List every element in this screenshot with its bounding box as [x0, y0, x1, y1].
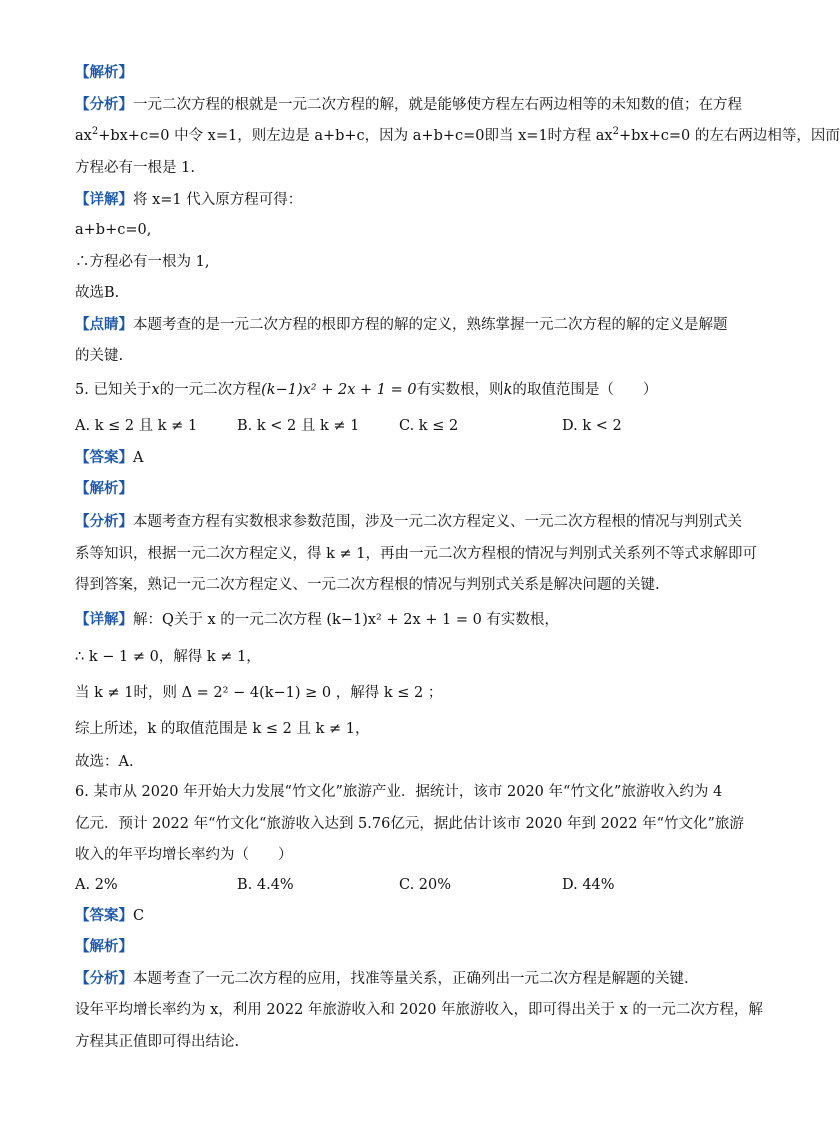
- answer-choice-line: 故选B.: [75, 285, 120, 301]
- question-5-options: [75, 416, 725, 436]
- dianjing-line: [75, 315, 728, 335]
- option-d: D. 44%: [562, 877, 615, 893]
- question-6-stem: 收入的年平均增长率约为（ ）: [75, 847, 293, 863]
- fenxi-tag: 【分析】: [75, 514, 133, 530]
- text-segment: 的一元二次方程: [159, 382, 262, 398]
- fenxi-paragraph-line: 系等知识，根据一元二次方程定义，得 k ≠ 1，再由一元二次方程根的情况与判别式关系列不等式求解即可: [75, 546, 757, 562]
- answer-line: [75, 906, 725, 926]
- text-segment: ax: [75, 128, 92, 144]
- text-segment: +bx+c=0 的左右两边相等，因而: [618, 128, 840, 144]
- text-segment: 有实数根，则: [416, 382, 504, 398]
- fenxi-paragraph-line: [75, 512, 742, 532]
- dianjing-line: 的关键.: [75, 348, 124, 364]
- jiexi-heading: 【解析】: [75, 939, 133, 955]
- option-a: A. 2%: [75, 877, 118, 893]
- superscript: 2: [91, 126, 99, 138]
- solution-step: ∴方程必有一根为 1,: [75, 254, 210, 270]
- solution-step: ∴ k − 1 ≠ 0，解得 k ≠ 1，: [75, 649, 261, 665]
- body-paragraph-line: 设年平均增长率约为 x，利用 2022 年旅游收入和 2020 年旅游收入，即可得出关于 x 的一元二次方程，解: [75, 1002, 763, 1018]
- dianjing-text: 本题考查的是一元二次方程的根即方程的解的定义，熟练掌握一元二次方程的解的定义是解题: [133, 317, 728, 333]
- text-segment: 的取值范围是（ ）: [512, 382, 658, 398]
- question-5-stem: [75, 380, 725, 400]
- fenxi-text: 一元二次方程的根就是一元二次方程的解，就是能够使方程左右两边相等的未知数的值；在方程: [133, 97, 742, 113]
- option-c: C. k ≤ 2: [399, 418, 459, 434]
- fenxi-tag: 【分析】: [75, 97, 133, 113]
- fenxi-paragraph-line: [75, 95, 742, 115]
- xiangjie-line: [75, 190, 725, 210]
- daan-tag: 【答案】: [75, 908, 133, 924]
- xiangjie-line: [75, 610, 725, 630]
- xiangjie-tag: 【详解】: [75, 192, 133, 208]
- solution-step: 当 k ≠ 1时，则 Δ = 2² − 4(k−1) ≥ 0 ，解得 k ≤ 2 ；: [75, 685, 443, 701]
- answer-value: C: [133, 908, 145, 924]
- option-b: B. k < 2 且 k ≠ 1: [237, 418, 360, 434]
- answer-choice-line: 故选：A.: [75, 754, 134, 770]
- question-6-stem: 亿元．预计 2022 年“竹文化“旅游收入达到 5.76亿元，据此估计该市 2020 年到 2022 年“竹文化”旅游: [75, 816, 744, 832]
- xiangjie-text: 将 x=1 代入原方程可得：: [133, 192, 303, 208]
- jiexi-heading: 【解析】: [75, 65, 133, 81]
- jiexi-heading: 【解析】: [75, 481, 133, 497]
- solution-step: 综上所述，k 的取值范围是 k ≤ 2 且 k ≠ 1，: [75, 721, 370, 737]
- fenxi-paragraph-line: [75, 126, 840, 146]
- dianjing-tag: 【点睛】: [75, 317, 133, 333]
- fenxi-tag: 【分析】: [75, 971, 133, 987]
- fenxi-paragraph-line: 得到答案，熟记一元二次方程定义、一元二次方程根的情况与判别式关系是解决问题的关键.: [75, 577, 660, 593]
- option-b: B. 4.4%: [237, 877, 294, 893]
- answer-value: A: [133, 450, 144, 466]
- solution-step: a+b+c=0,: [75, 222, 152, 238]
- question-6-options: [75, 875, 725, 895]
- superscript: 2: [612, 126, 619, 138]
- xiangjie-text: 解：Q关于 x 的一元二次方程 (k−1)x² + 2x + 1 = 0 有实数根，: [133, 612, 559, 628]
- fenxi-paragraph-line: [75, 969, 725, 989]
- question-6-stem: 6. 某市从 2020 年开始大力发展“竹文化”旅游产业．据统计，该市 2020 年“竹文化”旅游收入约为 4: [75, 784, 723, 800]
- xiangjie-tag: 【详解】: [75, 612, 133, 628]
- option-d: D. k < 2: [562, 418, 622, 434]
- body-paragraph-line: 方程其正值即可得出结论.: [75, 1034, 240, 1050]
- fenxi-text: 本题考查了一元二次方程的应用，找准等量关系，正确列出一元二次方程是解题的关键.: [133, 971, 689, 987]
- option-c: C. 20%: [399, 877, 452, 893]
- fenxi-paragraph-line: 方程必有一根是 1.: [75, 160, 195, 176]
- daan-tag: 【答案】: [75, 450, 133, 466]
- fenxi-text: 本题考查方程有实数根求参数范围，涉及一元二次方程定义、一元二次方程根的情况与判别式关: [133, 514, 742, 530]
- math-var: x: [151, 382, 160, 398]
- text-segment: 5. 已知关于: [75, 382, 152, 398]
- option-a: A. k ≤ 2 且 k ≠ 1: [75, 418, 198, 434]
- math-var: k: [503, 382, 513, 398]
- math-equation: (k−1)x² + 2x + 1 = 0: [261, 382, 417, 398]
- answer-line: [75, 448, 725, 468]
- text-segment: +bx+c=0 中令 x=1，则左边是 a+b+c，因为 a+b+c=0即当 x=1时方程 ax: [98, 128, 613, 144]
